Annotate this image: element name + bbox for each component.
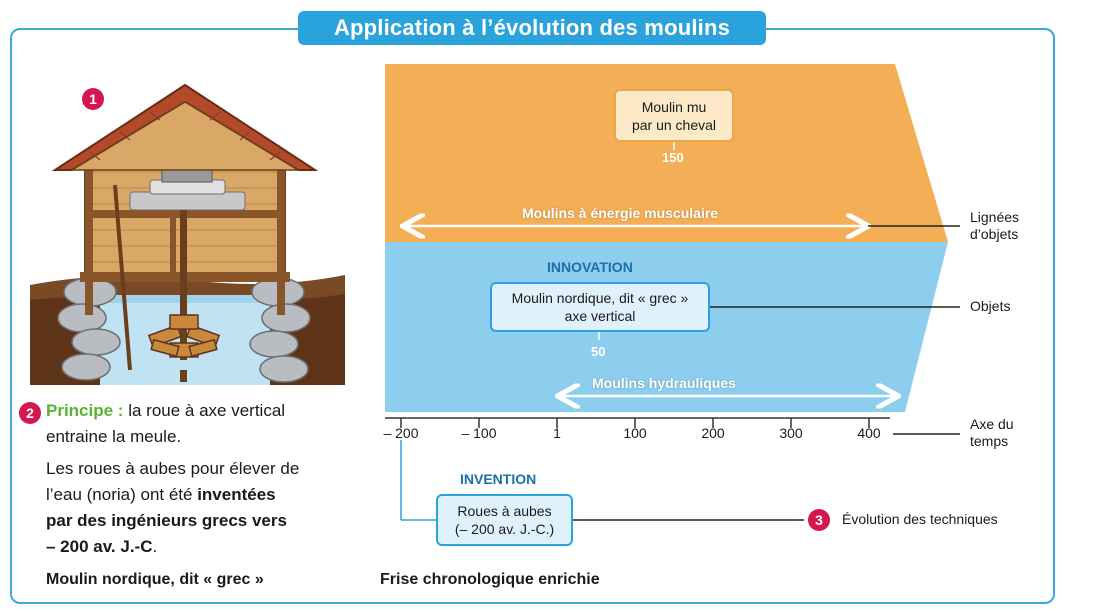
axis-tick-label: – 200	[383, 425, 419, 441]
principle-badge: 2	[19, 402, 41, 424]
paragraph-line4-end: .	[152, 537, 158, 556]
muscle-mill-box	[614, 89, 734, 142]
invention-box-line1: Roues à aubes	[457, 503, 552, 519]
axis-tick-label: 1	[553, 425, 561, 441]
paragraph-line2-normal: l’eau (noria) ont été	[46, 485, 198, 504]
nordic-mill-box	[490, 282, 710, 332]
muscle-mill-line1: Moulin mu	[641, 98, 707, 115]
side-label-objets: Objets	[970, 298, 1011, 314]
axis-tick-label: 400	[857, 425, 881, 441]
side-label-lignees	[970, 209, 1019, 243]
paragraph-line4-bold: – 200 av. J.-C	[46, 537, 153, 556]
paragraph-line3: par des ingénieurs grecs vers	[46, 511, 287, 530]
paragraph-line2-bold: inventées	[197, 485, 276, 504]
innovation-heading: INNOVATION	[547, 259, 633, 275]
caption-left: Moulin nordique, dit « grec »	[46, 571, 264, 588]
invention-heading: INVENTION	[460, 471, 537, 487]
side-label-axe	[970, 416, 1014, 450]
page-title: Application à l’évolution des moulins	[298, 11, 766, 45]
axis-tick-label: 200	[701, 425, 725, 441]
side-label-axe-line1: Axe du	[970, 416, 1014, 432]
axis-tick-label: 100	[623, 425, 647, 441]
axis-tick-label: 300	[779, 425, 803, 441]
nordic-mill-year: 50	[591, 344, 606, 359]
nordic-mill-line2: axe vertical	[564, 308, 636, 324]
muscle-mill-line2: par un cheval	[631, 116, 717, 133]
side-label-lignees-line2: d’objets	[970, 226, 1019, 242]
side-label-axe-line2: temps	[970, 433, 1009, 449]
caption-right: Frise chronologique enrichie	[380, 571, 600, 588]
hydraulic-lineage-label: Moulins hydrauliques	[592, 375, 736, 391]
muscle-lineage-label: Moulins à énergie musculaire	[522, 205, 719, 221]
paragraph-line1: Les roues à aubes pour élever de	[46, 459, 300, 478]
evolution-label: Évolution des techniques	[842, 511, 998, 527]
side-label-lignees-line1: Lignées	[970, 209, 1020, 225]
axis-tick-label: – 100	[461, 425, 497, 441]
principle-text-line2: entraine la meule.	[46, 427, 182, 446]
invention-box	[436, 494, 573, 546]
principle-text-line1: la roue à axe vertical	[128, 401, 286, 420]
principle-label: Principe :	[46, 401, 124, 420]
invention-box-line2: (– 200 av. J.-C.)	[454, 521, 555, 537]
evolution-badge: 3	[808, 509, 830, 531]
muscle-mill-year: 150	[662, 150, 684, 165]
illustration-badge: 1	[82, 88, 104, 110]
nordic-mill-line1: Moulin nordique, dit « grec »	[511, 290, 689, 306]
